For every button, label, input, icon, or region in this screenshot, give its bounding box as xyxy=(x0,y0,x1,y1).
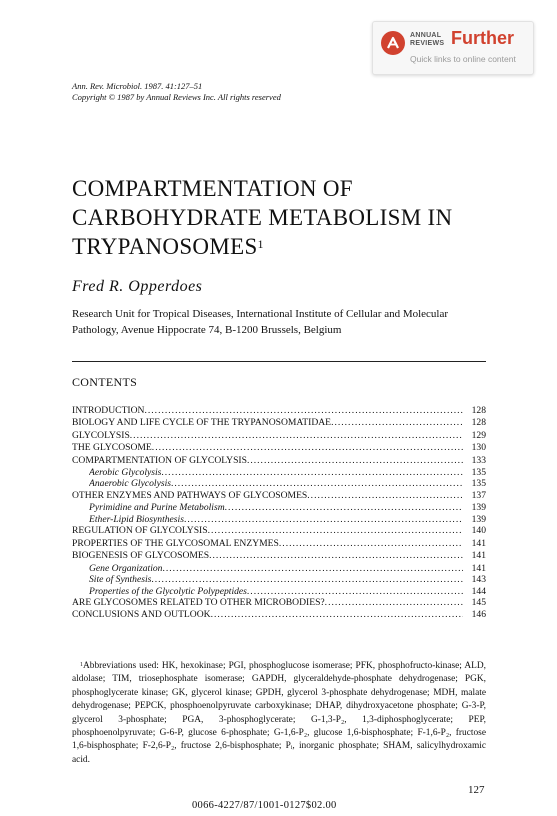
toc-entry-page: 129 xyxy=(471,429,486,441)
toc-entry-leader xyxy=(72,550,463,562)
table-of-contents xyxy=(72,405,486,622)
contents-heading: CONTENTS xyxy=(72,375,138,389)
toc-entry-page: 135 xyxy=(471,466,486,478)
title-line: TRYPANOSOMES xyxy=(72,234,258,259)
toc-entry-label: CONCLUSIONS AND OUTLOOK xyxy=(72,609,211,621)
toc-entry-label: PROPERTIES OF THE GLYCOSOMAL ENZYMES xyxy=(72,537,279,549)
toc-entry-leader xyxy=(89,563,463,575)
toc-dot-leader xyxy=(162,563,463,575)
title-line: COMPARTMENTATION OF xyxy=(72,176,353,201)
toc-section-entry[interactable] xyxy=(72,538,486,550)
toc-entry-leader xyxy=(72,597,463,609)
toc-entry-label: BIOLOGY AND LIFE CYCLE OF THE TRYPANOSOMATIDAE xyxy=(72,417,332,429)
toc-entry-leader xyxy=(72,442,463,454)
toc-entry-page: 133 xyxy=(471,454,486,466)
affiliation-line: Pathology, Avenue Hippocrate 74, B-1200 Brussels, Belgium xyxy=(72,324,342,336)
toc-entry-page: 139 xyxy=(471,513,486,525)
toc-entry-leader xyxy=(72,455,463,467)
toc-entry-label: Aerobic Glycolysis xyxy=(89,466,162,478)
toc-dot-leader xyxy=(184,514,463,526)
toc-entry-label: GLYCOLYSIS xyxy=(72,429,130,441)
affiliation-line: Research Unit for Tropical Diseases, International Institute of Cellular and Molecular xyxy=(72,308,449,320)
toc-section-entry[interactable] xyxy=(72,609,486,621)
toc-entry-leader xyxy=(72,525,463,537)
toc-entry-leader xyxy=(72,417,463,429)
badge-brand xyxy=(410,32,444,48)
toc-entry-page: 140 xyxy=(471,525,486,537)
toc-section-entry[interactable] xyxy=(72,490,486,502)
toc-entry-leader xyxy=(89,586,463,598)
toc-entry-page: 137 xyxy=(471,489,486,501)
toc-entry-leader xyxy=(72,405,463,417)
toc-entry-label: COMPARTMENTATION OF GLYCOLYSIS xyxy=(72,454,247,466)
toc-entry-page: 141 xyxy=(471,550,486,562)
toc-subsection-entry[interactable] xyxy=(72,586,486,598)
citation-line: Ann. Rev. Microbiol. 1987. 41:127–51 xyxy=(72,81,203,91)
page-number: 127 xyxy=(468,784,485,796)
toc-entry-page: 135 xyxy=(471,478,486,490)
toc-dot-leader xyxy=(171,478,463,490)
toc-entry-label: Site of Synthesis xyxy=(89,574,152,586)
toc-subsection-entry[interactable] xyxy=(72,502,486,514)
toc-entry-leader xyxy=(89,574,463,586)
annual-reviews-logo-icon xyxy=(381,31,405,55)
toc-subsection-entry[interactable] xyxy=(72,514,486,526)
toc-entry-label: REGULATION OF GLYCOLYSIS xyxy=(72,525,208,537)
toc-entry-label: BIOGENESIS OF GLYCOSOMES xyxy=(72,550,210,562)
toc-entry-leader xyxy=(89,514,463,526)
title-footnote-mark[interactable]: 1 xyxy=(257,237,264,251)
toc-dot-leader xyxy=(325,597,463,609)
toc-section-entry[interactable] xyxy=(72,442,486,454)
toc-entry-label: Properties of the Glycolytic Polypeptides xyxy=(89,585,247,597)
toc-entry-page: 139 xyxy=(471,502,486,514)
toc-entry-leader xyxy=(89,478,463,490)
toc-dot-leader xyxy=(152,442,463,454)
toc-dot-leader xyxy=(211,609,463,621)
toc-section-entry[interactable] xyxy=(72,405,486,417)
toc-section-entry[interactable] xyxy=(72,550,486,562)
toc-dot-leader xyxy=(209,550,463,562)
title-line: CARBOHYDRATE METABOLISM IN xyxy=(72,205,453,230)
toc-entry-page: 143 xyxy=(471,574,486,586)
toc-entry-leader xyxy=(89,502,463,514)
toc-section-entry[interactable] xyxy=(72,455,486,467)
toc-dot-leader xyxy=(161,467,463,479)
toc-entry-label: OTHER ENZYMES AND PATHWAYS OF GLYCOSOMES xyxy=(72,489,308,501)
toc-dot-leader xyxy=(151,574,463,586)
toc-subsection-entry[interactable] xyxy=(72,478,486,490)
toc-entry-leader xyxy=(72,430,463,442)
toc-dot-leader xyxy=(225,502,463,514)
toc-section-entry[interactable] xyxy=(72,597,486,609)
author-name: Fred R. Opperdoes xyxy=(72,278,203,295)
toc-dot-leader xyxy=(331,417,463,429)
title-line-last xyxy=(72,232,512,261)
badge-further-word[interactable]: Further xyxy=(451,28,514,48)
toc-entry-leader xyxy=(72,490,463,502)
toc-entry-label: Pyrimidine and Purine Metabolism xyxy=(89,502,225,514)
toc-entry-label: Gene Organization xyxy=(89,562,163,574)
copyright-line: Copyright © 1987 by Annual Reviews Inc. All rights reserved xyxy=(72,92,281,102)
toc-entry-page: 128 xyxy=(471,405,486,416)
toc-dot-leader xyxy=(144,405,463,417)
toc-subsection-entry[interactable] xyxy=(72,574,486,586)
annual-reviews-further-badge[interactable] xyxy=(372,21,534,75)
toc-subsection-entry[interactable] xyxy=(72,467,486,479)
toc-dot-leader xyxy=(247,455,463,467)
toc-entry-page: 144 xyxy=(471,585,486,597)
toc-section-entry[interactable] xyxy=(72,430,486,442)
toc-entry-leader xyxy=(72,538,463,550)
abbreviations-footnote xyxy=(72,660,486,767)
toc-entry-label: THE GLYCOSOME xyxy=(72,442,152,454)
toc-entry-leader xyxy=(72,609,463,621)
toc-entry-page: 141 xyxy=(471,537,486,549)
toc-subsection-entry[interactable] xyxy=(72,563,486,575)
toc-entry-page: 128 xyxy=(471,417,486,429)
toc-dot-leader xyxy=(130,430,463,442)
badge-brand-line1: ANNUAL xyxy=(410,32,442,39)
toc-dot-leader xyxy=(247,586,463,598)
toc-entry-label: Anaerobic Glycolysis xyxy=(89,478,171,490)
toc-entry-label: ARE GLYCOSOMES RELATED TO OTHER MICROBODIES? xyxy=(72,597,325,609)
toc-entry-page: 141 xyxy=(471,562,486,574)
issn-line: 0066-4227/87/1001-0127$02.00 xyxy=(192,800,337,811)
toc-dot-leader xyxy=(208,525,463,537)
badge-brand-line2: REVIEWS xyxy=(410,40,445,47)
toc-section-entry[interactable] xyxy=(72,525,486,537)
journal-citation xyxy=(72,81,281,103)
toc-dot-leader xyxy=(307,490,463,502)
toc-entry-label: Ether-Lipid Biosynthesis xyxy=(89,513,184,525)
footnote-text: Abbreviations used: HK, hexokinase; PGI, phosphoglucose isomerase; PFK, phosphofructo-kinase; ALD, aldolase; TIM, triosephosphate isomerase; GAPDH, glyceraldehyde-phosphate dehydrogenase; PGK, phosphoglycerate kinase; GK, glycerol kinase; GPDH, glycerol 3-phosphate dehydrogenase; MDH, malate dehydrogenase; PEPCK, phosphoenolpyruvate carboxykinase; DHAP, dihydroxyacetone phosphate; G-3-P, glycerol 3-phosphate; PGA, 3-phosphoglycerate; G-1,3-P₂, 1,3-diphosphoglycerate; PEP, phosphoenolpyruvate; G-6-P, glucose 6-phosphate; G-1,6-P₂, glucose 1,6-bisphosphate; F-1,6-P₂, fructose 1,6-bisphosphate; F-2,6-P₂, fructose 2,6-bisphosphate; Pᵢ, inorganic phosphate; SHAM, salicylhydroxamic acid. xyxy=(72,661,486,765)
toc-entry-leader xyxy=(89,467,463,479)
article-title xyxy=(72,174,512,261)
toc-entry-label: INTRODUCTION xyxy=(72,405,145,416)
toc-section-entry[interactable] xyxy=(72,417,486,429)
badge-tagline[interactable]: Quick links to online content xyxy=(410,54,516,64)
toc-entry-page: 130 xyxy=(471,442,486,454)
toc-entry-page: 145 xyxy=(471,597,486,609)
toc-dot-leader xyxy=(279,538,463,550)
footnote-mark: 1 xyxy=(80,662,83,668)
toc-entry-page: 146 xyxy=(471,609,486,621)
horizontal-rule xyxy=(72,361,486,362)
author-affiliation xyxy=(72,306,492,338)
